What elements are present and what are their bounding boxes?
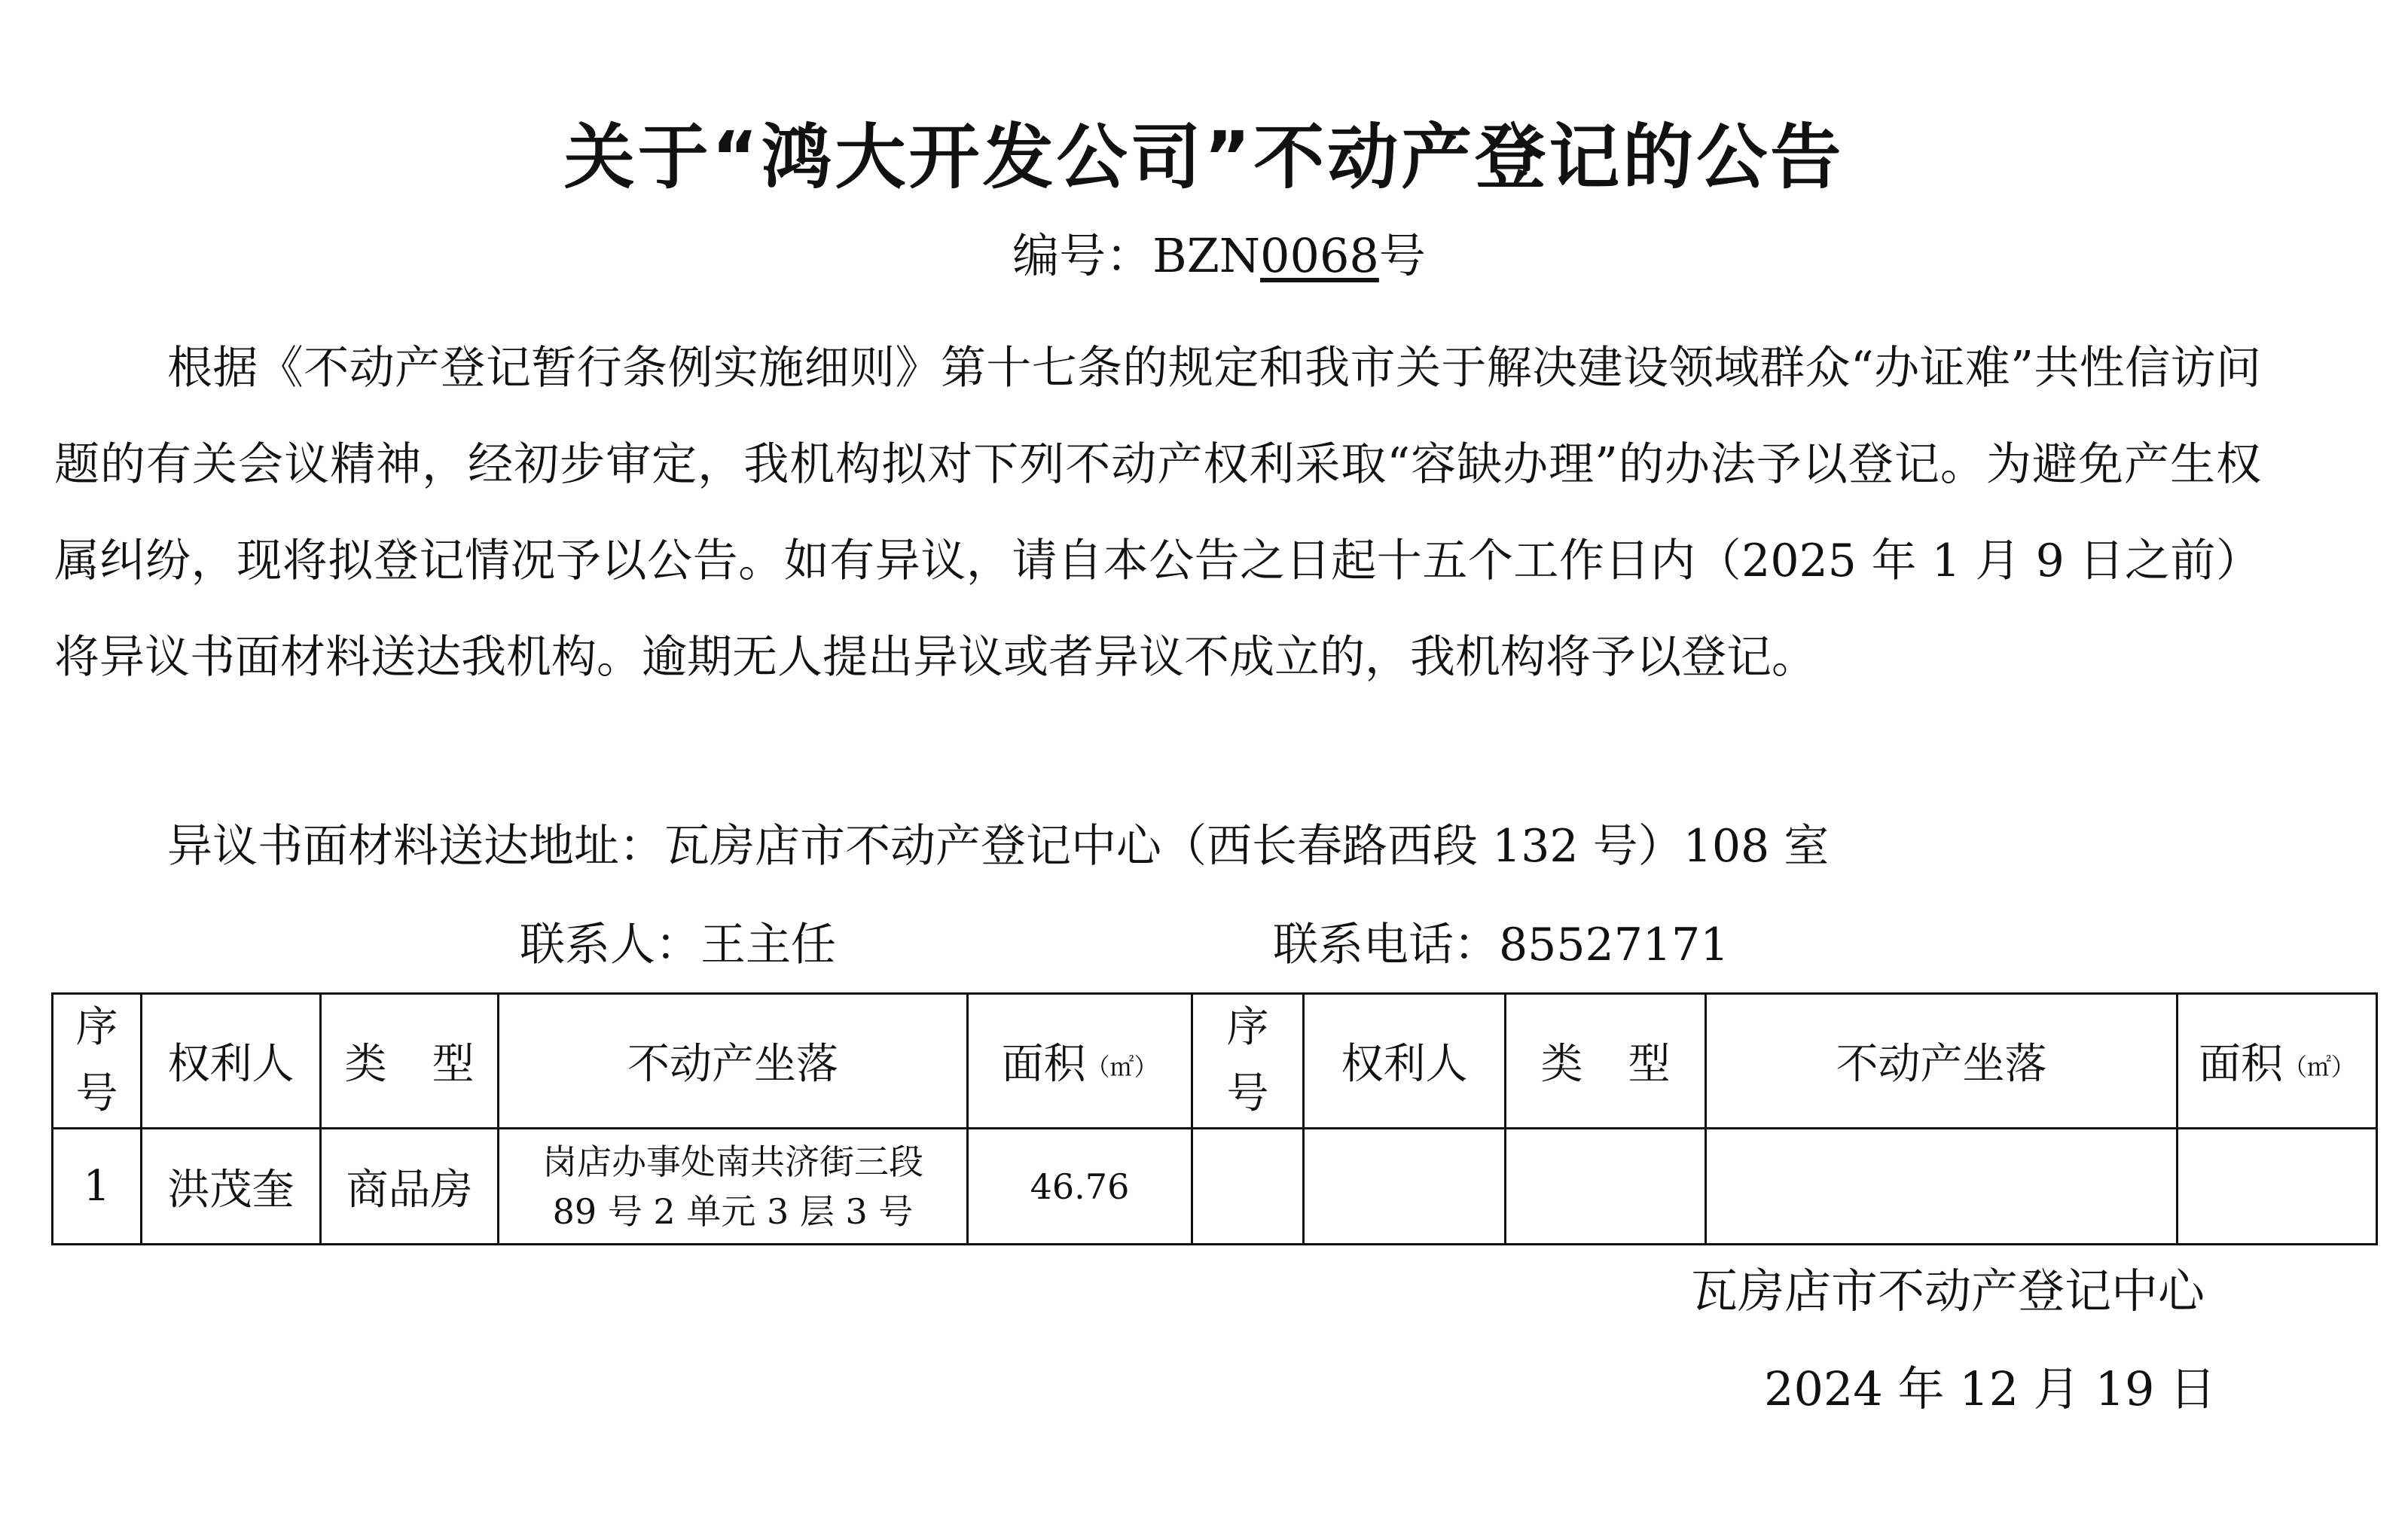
header-owner: 权利人: [142, 994, 321, 1129]
header-owner-2: 权利人: [1304, 994, 1506, 1129]
header-area: 面积（㎡）: [968, 994, 1192, 1129]
document-number-value: 0068: [1260, 228, 1379, 283]
issuer-name: 瓦房店市不动产登记中心: [1691, 1263, 2205, 1318]
notice-body: 根据《不动产登记暂行条例实施细则》第十七条的规定和我市关于解决建设领域群众“办证难”共性信访问题的有关会议精神，经初步审定，我机构拟对下列不动产权利采取“容缺办理”的办法予以登记。为避免产生权属纠纷，现将拟登记情况予以公告。如有异议，请自本公告之日起十五个工作日内（2025 年 1 月 9 日之前）将异议书面材料送达我机构。逾期无人提出异议或者异议不成立的，我机构将予以登记。: [54, 342, 2261, 684]
cell-type: 商品房: [321, 1129, 499, 1245]
cell-type-empty: [1506, 1129, 1706, 1245]
cell-location: 岗店办事处南共济街三段 89 号 2 单元 3 层 3 号: [499, 1129, 968, 1245]
cell-owner-empty: [1304, 1129, 1506, 1245]
header-area-2: 面积（㎡）: [2178, 994, 2377, 1129]
document-number-prefix: 编号：BZN: [1012, 228, 1261, 283]
contact-phone: 联系电话：85527171: [1273, 919, 1729, 971]
table-row: [53, 1129, 2377, 1245]
objection-address: 异议书面材料送达地址：瓦房店市不动产登记中心（西长春路西段 132 号）108 室: [167, 820, 1830, 873]
header-type-2: 类型: [1506, 994, 1706, 1129]
cell-area: 46.76: [968, 1129, 1192, 1245]
header-location-2: 不动产坐落: [1706, 994, 2178, 1129]
cell-location-empty: [1706, 1129, 2178, 1245]
cell-owner: 洪茂奎: [142, 1129, 321, 1245]
cell-area-empty: [2178, 1129, 2377, 1245]
cell-seq-empty: [1192, 1129, 1304, 1245]
issue-date: 2024 年 12 月 19 日: [1764, 1361, 2217, 1416]
document-number-suffix: 号: [1378, 228, 1426, 283]
table-header-row: [53, 994, 2377, 1129]
document-number: [0, 226, 2408, 286]
header-seq: 序 号: [53, 994, 142, 1129]
cell-seq: 1: [53, 1129, 142, 1245]
header-seq-2: 序 号: [1192, 994, 1304, 1129]
header-location: 不动产坐落: [499, 994, 968, 1129]
property-table: [51, 992, 2378, 1245]
header-type: 类型: [321, 994, 499, 1129]
contact-person: 联系人：王主任: [520, 919, 836, 971]
notice-title: 关于“鸿大开发公司”不动产登记的公告: [563, 117, 1845, 199]
